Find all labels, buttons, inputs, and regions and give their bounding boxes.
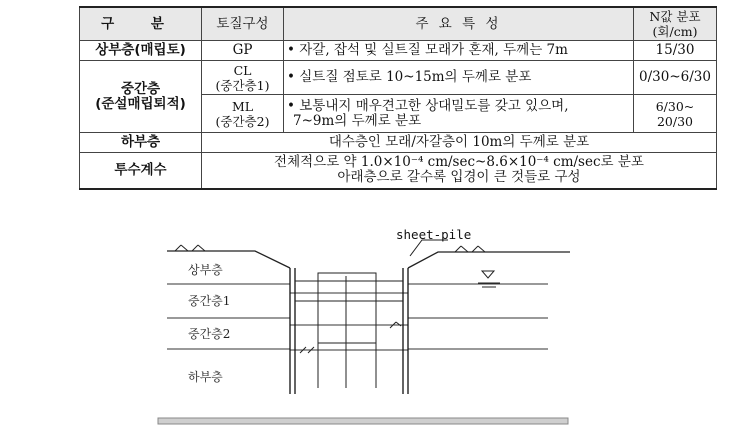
ground-surface-right <box>408 252 570 268</box>
cell-n: 6/30~ 20/30 <box>634 95 717 133</box>
layer-label-lower: 하부층 <box>188 370 223 384</box>
row-label-permeability: 투수계수 <box>80 153 202 189</box>
cell-n: 15/30 <box>634 41 717 61</box>
cell-desc: 대수층인 모래/자갈층이 10m의 두께로 분포 <box>202 133 717 153</box>
row-label-lower: 하부층 <box>80 133 202 153</box>
water-table-icon <box>478 271 500 287</box>
cell-soil: CL (중간층1) <box>202 61 284 95</box>
header-n-value: N값 분포 (회/cm) <box>634 7 717 41</box>
header-division: 구 분 <box>80 7 202 41</box>
cell-desc: 전체적으로 약 1.0×10⁻⁴ cm/sec~8.6×10⁻⁴ cm/sec로 분포 아래층으로 갈수록 입경이 큰 것들로 구성 <box>202 153 717 189</box>
cell-desc: • 자갈, 잡석 및 실트질 모래가 혼재, 두께는 7m <box>284 41 634 61</box>
sheet-pile-label: sheet-pile <box>396 227 472 242</box>
row-label-middle: 중간층 (준설매립퇴적) <box>80 61 202 133</box>
crack-marks <box>300 322 401 353</box>
cell-n: 0/30~6/30 <box>634 61 717 95</box>
cell-desc: • 보통내지 매우견고한 상대밀도를 갖고 있으며, 7~9m의 두께로 분포 <box>284 95 634 133</box>
layer-label-middle-1: 중간층1 <box>188 294 231 308</box>
baseline-bar <box>158 418 568 424</box>
cell-desc: • 실트질 점토로 10~15m의 두께로 분포 <box>284 61 634 95</box>
sheet-piles <box>290 268 408 394</box>
ground-surface-left <box>167 251 290 268</box>
layer-label-upper: 상부층 <box>188 263 223 277</box>
sheet-pile-leader <box>410 240 448 256</box>
header-features: 주 요 특 성 <box>284 7 634 41</box>
row-label-upper: 상부층(매립토) <box>80 41 202 61</box>
header-soil: 토질구성 <box>202 7 284 41</box>
layer-label-middle-2: 중간층2 <box>188 327 231 341</box>
cell-soil: GP <box>202 41 284 61</box>
cell-soil: ML (중간층2) <box>202 95 284 133</box>
struts <box>295 273 403 388</box>
excavation-floor-lines <box>290 293 408 350</box>
